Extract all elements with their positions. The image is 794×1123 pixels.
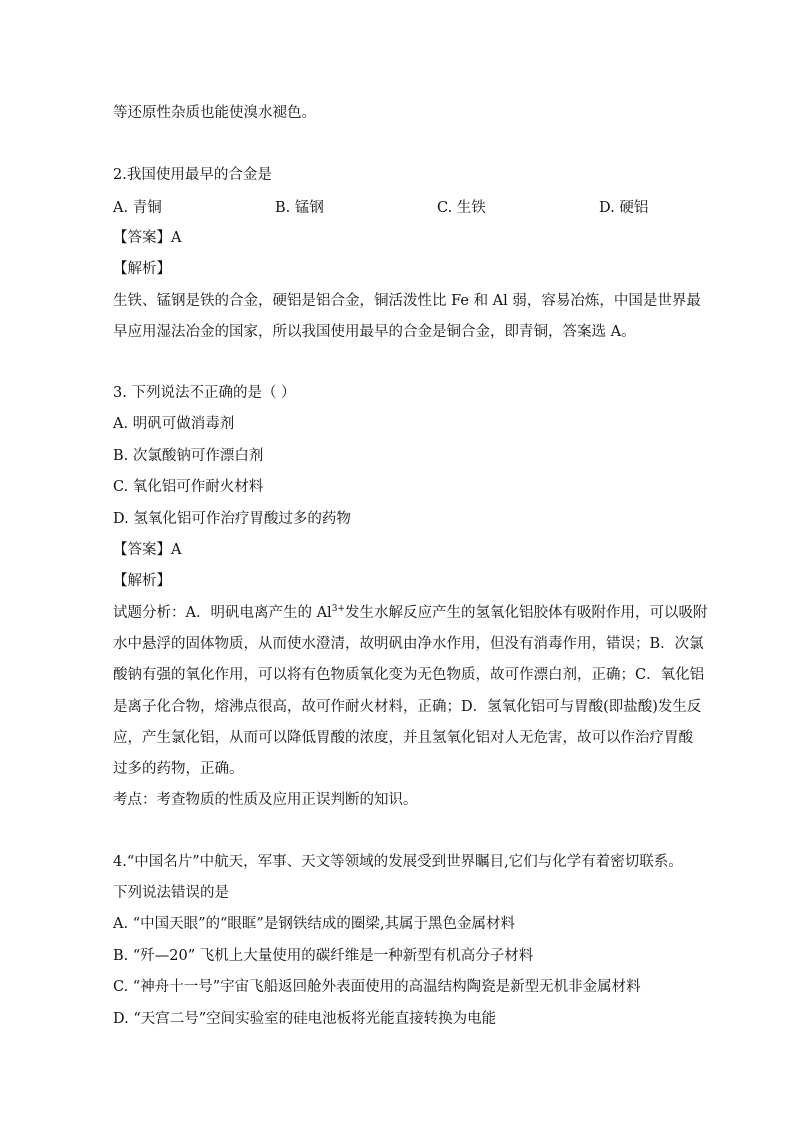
question-3-analysis-line: 水中悬浮的固体物质，从而使水澄清，故明矾由净水作用，但没有消毒作用，错误；B．次氯: [113, 636, 704, 652]
question-2-stem: 2.我国使用最早的合金是: [113, 167, 272, 183]
question-3-option-d: D. 氢氧化铝可作治疗胃酸过多的药物: [113, 511, 351, 527]
question-4-option-d: D. “天宫二号”空间实验室的硅电池板将光能直接转换为电能: [113, 1011, 497, 1027]
question-4-option-b: B. “歼—20” 飞机上大量使用的碳纤维是一种新型有机高分子材料: [113, 948, 534, 964]
question-2-analysis-label: 【解析】: [113, 261, 171, 277]
question-3-stem: 3. 下列说法不正确的是（ ）: [113, 385, 296, 401]
previous-question-tail: 等还原性杂质也能使溴水褪色。: [113, 105, 316, 121]
question-2-option-c: C. 生铁: [437, 200, 486, 216]
question-3-analysis-line: [113, 603, 707, 623]
question-3-kaodian: 考点：考查物质的性质及应用正误判断的知识。: [113, 792, 418, 808]
analysis-text: 试题分析：A．明矾电离产生的 Al: [113, 605, 332, 621]
question-4-stem: 下列说法错误的是: [113, 885, 229, 901]
question-2-answer: 【答案】A: [113, 230, 182, 246]
question-2-option-d: D. 硬铝: [599, 200, 649, 216]
question-2-option-b: B. 锰钢: [275, 200, 324, 216]
question-3-option-c: C. 氧化铝可作耐火材料: [113, 479, 264, 495]
question-3-analysis-line: 应，产生氯化铝，从而可以降低胃酸的浓度，并且氢氧化铝对人无危害，故可以作治疗胃酸: [113, 730, 693, 746]
question-4-option-a: A. “中国天眼”的“眼眶”是钢铁结成的圈梁,其属于黑色金属材料: [113, 916, 515, 932]
question-4-stem: 4.“中国名片”中航天，军事、天文等领域的发展受到世界瞩目,它们与化学有着密切联系。: [113, 854, 683, 870]
question-2-options: [113, 196, 673, 216]
question-3-analysis-line: 过多的药物，正确。: [113, 761, 244, 777]
question-2-analysis-line: 生铁、锰钢是铁的合金，硬铝是铝合金，铜活泼性比 Fe 和 Al 弱，容易冶炼，中国是世界最: [113, 293, 701, 309]
question-4-option-c: C. “神舟十一号”宇宙飞船返回舱外表面使用的高温结构陶瓷是新型无机非金属材料: [113, 979, 641, 995]
analysis-text: 发生水解反应产生的氢氧化铝胶体有吸附作用，可以吸附: [344, 605, 708, 621]
question-2-analysis-line: 早应用湿法冶金的国家，所以我国使用最早的合金是铜合金，即青铜，答案选 A。: [113, 324, 636, 340]
question-3-analysis-line: 酸钠有强的氧化作用，可以将有色物质氧化变为无色物质，故可作漂白剂，正确；C．氧化铝: [113, 667, 705, 683]
question-3-analysis-label: 【解析】: [113, 573, 171, 589]
question-3-option-b: B. 次氯酸钠可作漂白剂: [113, 448, 264, 464]
question-3-answer: 【答案】A: [113, 542, 182, 558]
ion-charge-superscript: 3+: [331, 604, 345, 615]
question-3-option-a: A. 明矾可做消毒剂: [113, 416, 235, 432]
question-3-analysis-line: 是离子化合物，熔沸点很高，故可作耐火材料，正确；D．氢氧化铝可与胃酸(即盐酸)发生反: [113, 699, 702, 715]
question-2-option-a: A. 青铜: [113, 200, 162, 216]
